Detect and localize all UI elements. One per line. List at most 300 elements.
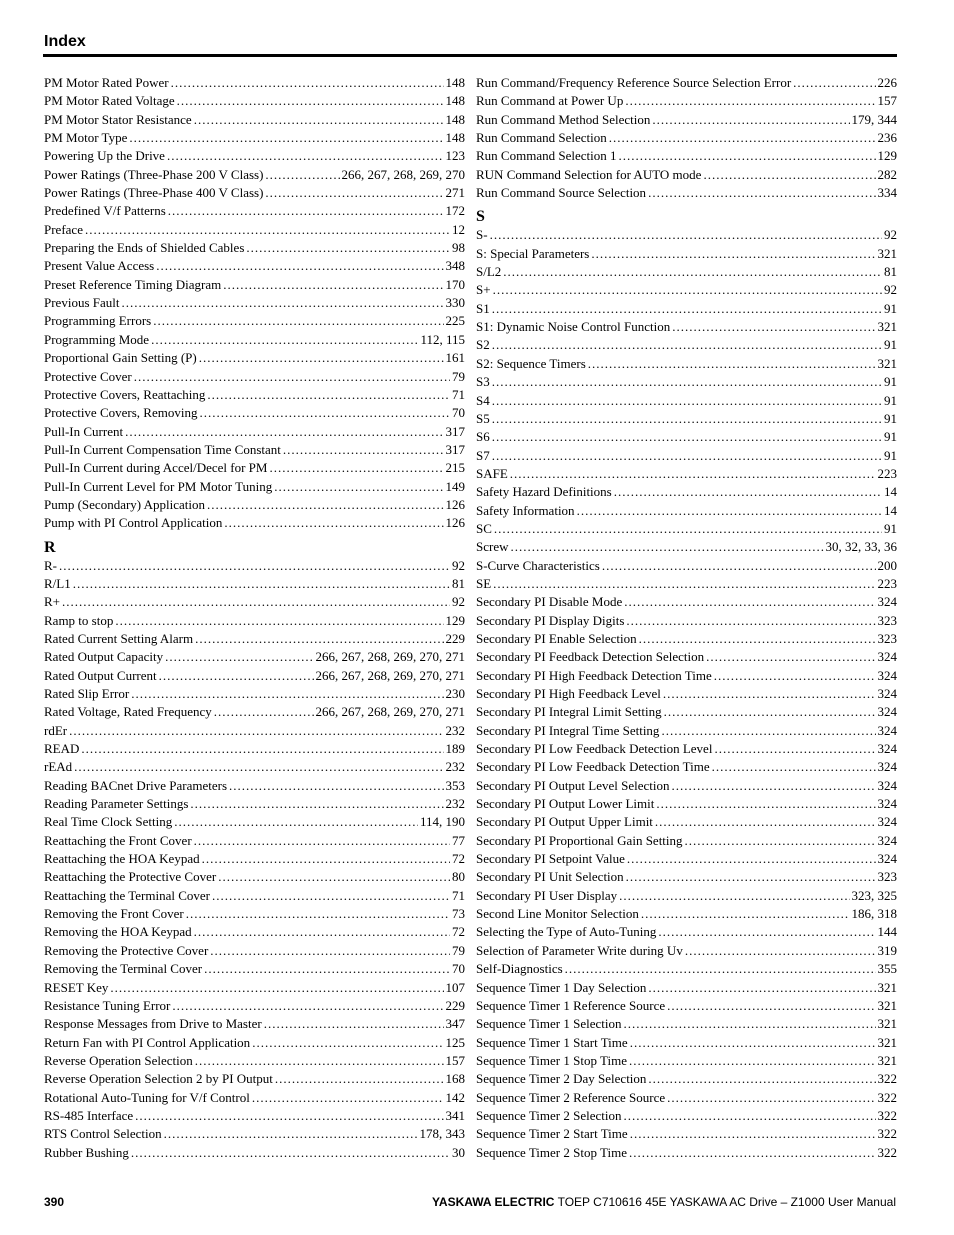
index-entry-term: Reattaching the Front Cover [44, 832, 192, 848]
dot-leader [252, 1089, 444, 1107]
dot-leader [171, 74, 444, 92]
dot-leader [229, 777, 443, 795]
index-entry-pages: 92 [884, 227, 897, 243]
dot-leader [609, 129, 876, 147]
index-entry [476, 795, 897, 813]
index-entry [476, 777, 897, 795]
dot-leader [110, 979, 443, 997]
dot-leader [503, 263, 882, 281]
index-entry-term: R/L1 [44, 575, 71, 591]
index-entry-pages: 319 [877, 942, 897, 958]
index-entry-pages: 322 [877, 1107, 897, 1123]
dot-leader [131, 685, 443, 703]
index-entry [44, 685, 465, 703]
index-entry [44, 166, 465, 184]
index-entry-term: S+ [476, 282, 491, 298]
index-entry-term: READ [44, 741, 80, 757]
dot-leader [283, 441, 444, 459]
index-entry-pages: 186, 318 [851, 906, 897, 922]
index-entry [476, 593, 897, 611]
index-entry [476, 166, 897, 184]
index-entry-pages: 71 [452, 887, 465, 903]
index-entry [44, 795, 465, 813]
index-entry-term: Protective Covers, Reattaching [44, 386, 206, 402]
index-entry-term: Pull-In Current [44, 423, 124, 439]
index-entry-pages: 355 [877, 961, 897, 977]
dot-leader [207, 496, 443, 514]
dot-leader [624, 1015, 876, 1033]
index-entry [44, 496, 465, 514]
dot-leader [186, 905, 450, 923]
dot-leader [218, 868, 450, 886]
index-entry-pages: 149 [445, 478, 465, 494]
dot-leader [629, 1052, 876, 1070]
index-entry-pages: 91 [884, 300, 897, 316]
index-entry-term: Sequence Timer 1 Day Selection [476, 979, 647, 995]
dot-leader [591, 245, 875, 263]
index-entry-pages: 123 [445, 148, 465, 164]
index-entry-term: Secondary PI Display Digits [476, 612, 625, 628]
index-entry-pages: 144 [877, 924, 897, 940]
index-entry [476, 630, 897, 648]
index-entry-pages: 324 [877, 851, 897, 867]
index-entry-pages: 91 [884, 520, 897, 536]
index-entry [476, 575, 897, 593]
index-entry-pages: 282 [877, 166, 897, 182]
dot-leader [490, 226, 882, 244]
index-entry-pages: 321 [877, 319, 897, 335]
index-entry-term: Sequence Timer 2 Selection [476, 1107, 622, 1123]
index-entry [44, 722, 465, 740]
index-entry [44, 404, 465, 422]
index-entry [476, 648, 897, 666]
dot-leader [156, 257, 443, 275]
index-entry-term: Sequence Timer 2 Reference Source [476, 1089, 666, 1105]
dot-leader [265, 184, 443, 202]
index-entry-pages: 91 [884, 374, 897, 390]
index-entry-pages: 323 [877, 612, 897, 628]
dot-leader [712, 758, 876, 776]
index-entry-term: RTS Control Selection [44, 1126, 162, 1142]
index-column-left [44, 74, 465, 1162]
index-entry-pages: 81 [884, 264, 897, 280]
dot-leader [664, 703, 876, 721]
index-entry [476, 428, 897, 446]
index-entry-term: Secondary PI User Display [476, 887, 618, 903]
index-entry [476, 483, 897, 501]
index-entry-term: S3 [476, 374, 490, 390]
dot-leader [626, 868, 876, 886]
index-entry-term: Sequence Timer 2 Start Time [476, 1126, 628, 1142]
dot-leader [129, 129, 443, 147]
index-entry-term: Removing the Terminal Cover [44, 961, 203, 977]
index-entry-pages: 112, 115 [420, 331, 465, 347]
index-entry-term: Programming Mode [44, 331, 150, 347]
index-entry [44, 703, 465, 721]
index-entry-pages: 91 [884, 447, 897, 463]
footer-page-number: 390 [44, 1195, 65, 1209]
index-entry-pages: 324 [877, 796, 897, 812]
index-entry [476, 667, 897, 685]
index-entry-term: Secondary PI Unit Selection [476, 869, 624, 885]
index-entry [476, 1144, 897, 1162]
index-entry [476, 758, 897, 776]
index-entry-term: Reattaching the HOA Keypad [44, 851, 200, 867]
index-entry [44, 905, 465, 923]
index-entry-term: Selection of Parameter Write during Uv [476, 942, 683, 958]
dot-leader [492, 336, 882, 354]
dot-leader [199, 349, 444, 367]
dot-leader [658, 923, 875, 941]
index-entry [476, 318, 897, 336]
index-entry-pages: 161 [445, 350, 465, 366]
index-entry-term: Preface [44, 221, 83, 237]
index-entry-pages: 129 [877, 148, 897, 164]
index-entry [476, 147, 897, 165]
index-entry-pages: 92 [884, 282, 897, 298]
index-entry-pages: 77 [452, 832, 465, 848]
dot-leader [73, 575, 450, 593]
dot-leader [706, 648, 875, 666]
index-entry [476, 868, 897, 886]
index-entry-term: Secondary PI Setpoint Value [476, 851, 625, 867]
dot-leader [703, 166, 875, 184]
dot-leader [672, 777, 876, 795]
dot-leader [177, 92, 444, 110]
index-entry-term: Power Ratings (Three-Phase 400 V Class) [44, 185, 264, 201]
index-entry [44, 386, 465, 404]
index-entry-pages: 324 [877, 832, 897, 848]
index-entry-pages: 168 [445, 1071, 465, 1087]
dot-leader [614, 483, 882, 501]
index-entry-pages: 98 [452, 240, 465, 256]
index-entry-term: S6 [476, 429, 490, 445]
index-entry [44, 667, 465, 685]
index-entry [44, 1052, 465, 1070]
index-entry [44, 575, 465, 593]
index-entry-term: Protective Covers, Removing [44, 405, 198, 421]
dot-leader [492, 373, 882, 391]
index-entry [44, 257, 465, 275]
dot-leader [618, 147, 875, 165]
index-entry [44, 276, 465, 294]
index-entry-term: rdEr [44, 722, 68, 738]
index-entry-pages: 30, 32, 33, 36 [825, 539, 897, 555]
index-entry-term: S4 [476, 392, 490, 408]
dot-leader [648, 184, 875, 202]
dot-leader [565, 960, 876, 978]
index-entry-term: SC [476, 520, 492, 536]
index-entry [476, 850, 897, 868]
index-entry-term: Secondary PI Low Feedback Detection Time [476, 759, 710, 775]
index-entry-term: Secondary PI Disable Mode [476, 594, 623, 610]
index-entry [44, 1034, 465, 1052]
index-entry-term: Sequence Timer 1 Selection [476, 1016, 622, 1032]
index-entry-pages: 178, 343 [419, 1126, 465, 1142]
index-entry-pages: 72 [452, 924, 465, 940]
dot-leader [223, 276, 443, 294]
index-entry-term: S1 [476, 300, 490, 316]
index-entry-pages: 148 [445, 130, 465, 146]
index-entry-pages: 321 [877, 1034, 897, 1050]
dot-leader [246, 239, 450, 257]
index-entry-term: Real Time Clock Setting [44, 814, 173, 830]
index-entry-term: Reattaching the Protective Cover [44, 869, 217, 885]
index-entry-pages: 266, 267, 268, 269, 270 [341, 166, 465, 182]
dot-leader [151, 331, 418, 349]
index-entry-pages: 70 [452, 961, 465, 977]
index-entry-term: Sequence Timer 2 Day Selection [476, 1071, 647, 1087]
index-entry [44, 514, 465, 532]
index-entry-term: Sequence Timer 1 Start Time [476, 1034, 628, 1050]
index-entry [476, 300, 897, 318]
index-entry [476, 1034, 897, 1052]
index-entry [44, 129, 465, 147]
index-entry-term: Secondary PI Proportional Gain Setting [476, 832, 683, 848]
index-entry-pages: 200 [877, 557, 897, 573]
dot-leader [69, 722, 443, 740]
dot-leader [493, 575, 875, 593]
index-entry-pages: 236 [877, 130, 897, 146]
index-entry [476, 942, 897, 960]
dot-leader [264, 1015, 444, 1033]
index-entry-term: RESET Key [44, 979, 109, 995]
dot-leader [174, 813, 418, 831]
index-entry-term: Rotational Auto-Tuning for V/f Control [44, 1089, 250, 1105]
index-entry-term: Ramp to stop [44, 612, 114, 628]
index-entry [44, 74, 465, 92]
index-entry [476, 1125, 897, 1143]
index-entry [44, 294, 465, 312]
index-entry-term: Rated Current Setting Alarm [44, 630, 194, 646]
index-entry-term: S/L2 [476, 264, 502, 280]
index-entry [476, 923, 897, 941]
dot-leader [194, 111, 444, 129]
footer-brand: YASKAWA ELECTRIC [432, 1195, 555, 1209]
index-entry [44, 887, 465, 905]
index-entry-pages: 347 [445, 1016, 465, 1032]
index-entry-term: Previous Fault [44, 295, 120, 311]
index-entry-term: Selecting the Type of Auto-Tuning [476, 924, 657, 940]
dot-leader [190, 795, 443, 813]
index-entry-term: Secondary PI Output Upper Limit [476, 814, 653, 830]
index-entry [44, 202, 465, 220]
dot-leader [81, 740, 443, 758]
index-entry-term: Run Command Method Selection [476, 111, 651, 127]
index-entry-term: Secondary PI Enable Selection [476, 630, 637, 646]
index-entry [44, 1070, 465, 1088]
index-entry-term: Powering Up the Drive [44, 148, 165, 164]
index-entry-term: S2 [476, 337, 490, 353]
index-entry-term: Run Command Selection 1 [476, 148, 617, 164]
index-entry-pages: 324 [877, 704, 897, 720]
index-entry-term: Response Messages from Drive to Master [44, 1016, 262, 1032]
index-entry-pages: 324 [877, 722, 897, 738]
index-entry-term: Removing the Front Cover [44, 906, 184, 922]
dot-leader [62, 593, 450, 611]
index-entry [476, 281, 897, 299]
index-entry-pages: 81 [452, 575, 465, 591]
dot-leader [492, 428, 882, 446]
header-rule [43, 54, 897, 57]
index-entry-term: Rated Output Current [44, 667, 157, 683]
index-entry [44, 221, 465, 239]
index-entry-pages: 321 [877, 1052, 897, 1068]
index-entry-pages: 125 [445, 1034, 465, 1050]
index-entry-term: Removing the HOA Keypad [44, 924, 192, 940]
index-entry-pages: 80 [452, 869, 465, 885]
index-entry [44, 813, 465, 831]
index-entry-pages: 14 [884, 484, 897, 500]
index-entry-pages: 126 [445, 515, 465, 531]
index-entry-pages: 79 [452, 368, 465, 384]
index-entry [476, 905, 897, 923]
dot-leader [655, 813, 876, 831]
index-entry [476, 1052, 897, 1070]
index-entry-term: Pull-In Current Compensation Time Constant [44, 441, 281, 457]
index-entry-term: S7 [476, 447, 490, 463]
index-entry-term: Sequence Timer 1 Reference Source [476, 997, 666, 1013]
dot-leader [577, 502, 882, 520]
index-entry [476, 129, 897, 147]
index-entry-pages: 271 [445, 185, 465, 201]
index-entry-pages: 230 [445, 686, 465, 701]
index-entry-pages: 114, 190 [419, 814, 465, 830]
dot-leader [275, 1070, 444, 1088]
index-entry-pages: 223 [877, 465, 897, 481]
index-entry [476, 1015, 897, 1033]
index-entry-term: S1: Dynamic Noise Control Function [476, 319, 671, 335]
index-entry-term: Programming Errors [44, 313, 152, 329]
index-entry-pages: 321 [877, 1016, 897, 1032]
index-entry [476, 373, 897, 391]
index-entry [44, 850, 465, 868]
dot-leader [85, 221, 450, 239]
index-entry [476, 722, 897, 740]
dot-leader [269, 459, 443, 477]
index-entry-term: Preset Reference Timing Diagram [44, 276, 222, 292]
index-entry-pages: 73 [452, 906, 465, 922]
dot-leader [714, 667, 876, 685]
index-entry-pages: 142 [445, 1089, 465, 1105]
dot-leader [494, 520, 882, 538]
index-entry-term: S: Special Parameters [476, 245, 590, 261]
index-entry-term: Safety Information [476, 502, 575, 518]
dot-leader [672, 318, 875, 336]
dot-leader [619, 887, 849, 905]
index-entry-term: R+ [44, 594, 61, 610]
dot-leader [214, 703, 314, 721]
dot-leader [168, 202, 444, 220]
index-entry-term: Screw [476, 539, 509, 555]
index-entry-pages: 232 [445, 796, 465, 812]
dot-leader [153, 312, 443, 330]
index-entry [476, 703, 897, 721]
index-entry-term: Pump (Secondary) Application [44, 496, 206, 512]
index-entry [476, 92, 897, 110]
index-entry-term: S2: Sequence Timers [476, 355, 586, 371]
index-entry-pages: 317 [445, 441, 465, 457]
index-entry [44, 612, 465, 630]
index-entry-pages: 323 [877, 630, 897, 646]
footer-doc-title: TOEP C710616 45E YASKAWA AC Drive – Z1000 User Manual [557, 1195, 896, 1209]
index-entry [44, 740, 465, 758]
index-entry [476, 502, 897, 520]
index-entry [476, 226, 897, 244]
index-entry-pages: 148 [445, 111, 465, 127]
dot-leader [588, 355, 876, 373]
index-entry-pages: 266, 267, 268, 269, 270, 271 [315, 649, 465, 665]
index-entry-term: Reading BACnet Drive Parameters [44, 777, 228, 793]
index-entry-term: Secondary PI Integral Time Setting [476, 722, 660, 738]
index-entry-pages: 324 [877, 594, 897, 610]
index-entry-pages: 229 [445, 630, 465, 646]
index-entry [44, 1125, 465, 1143]
index-entry [476, 263, 897, 281]
index-entry-pages: 226 [877, 75, 897, 90]
dot-leader [121, 294, 443, 312]
index-entry [476, 410, 897, 428]
index-entry-term: PM Motor Rated Voltage [44, 93, 175, 109]
dot-leader [207, 386, 450, 404]
index-entry [44, 441, 465, 459]
index-entry-term: Sequence Timer 2 Stop Time [476, 1144, 627, 1160]
index-entry-pages: 324 [877, 686, 897, 701]
index-entry [476, 447, 897, 465]
index-entry-pages: 334 [877, 185, 897, 201]
index-entry-pages: 72 [452, 851, 465, 867]
index-entry-pages: 79 [452, 942, 465, 958]
index-entry [476, 465, 897, 483]
index-entry [476, 997, 897, 1015]
index-entry-term: Pull-In Current Level for PM Motor Tuning [44, 478, 273, 494]
dot-leader [74, 758, 443, 776]
dot-leader [793, 74, 875, 92]
dot-leader [210, 942, 450, 960]
dot-leader [641, 905, 850, 923]
index-entry-pages: 348 [445, 258, 465, 274]
index-entry-term: Pull-In Current during Accel/Decel for PM [44, 460, 268, 476]
index-entry [44, 1089, 465, 1107]
index-entry [476, 1089, 897, 1107]
index-entry-term: Preparing the Ends of Shielded Cables [44, 240, 245, 256]
index-entry-pages: 223 [877, 575, 897, 591]
index-entry-term: Rated Voltage, Rated Frequency [44, 704, 212, 720]
index-entry [476, 832, 897, 850]
index-entry [476, 245, 897, 263]
index-entry [44, 777, 465, 795]
index-entry [476, 538, 897, 556]
index-entry [44, 1107, 465, 1125]
dot-leader [59, 557, 450, 575]
index-entry-term: Secondary PI High Feedback Detection Time [476, 667, 712, 683]
dot-leader [492, 447, 882, 465]
index-entry [476, 887, 897, 905]
index-entry-pages: 324 [877, 649, 897, 665]
dot-leader [656, 795, 875, 813]
index-entry-pages: 321 [877, 979, 897, 995]
index-entry [44, 478, 465, 496]
dot-leader [663, 685, 876, 703]
dot-leader [164, 1125, 418, 1143]
index-entry-pages: 321 [877, 355, 897, 371]
dot-leader [115, 612, 443, 630]
index-entry [476, 960, 897, 978]
index-entry-term: S- [476, 227, 488, 243]
index-entry-term: Proportional Gain Setting (P) [44, 350, 197, 366]
index-entry-pages: 14 [884, 502, 897, 518]
index-entry-pages: 225 [445, 313, 465, 329]
